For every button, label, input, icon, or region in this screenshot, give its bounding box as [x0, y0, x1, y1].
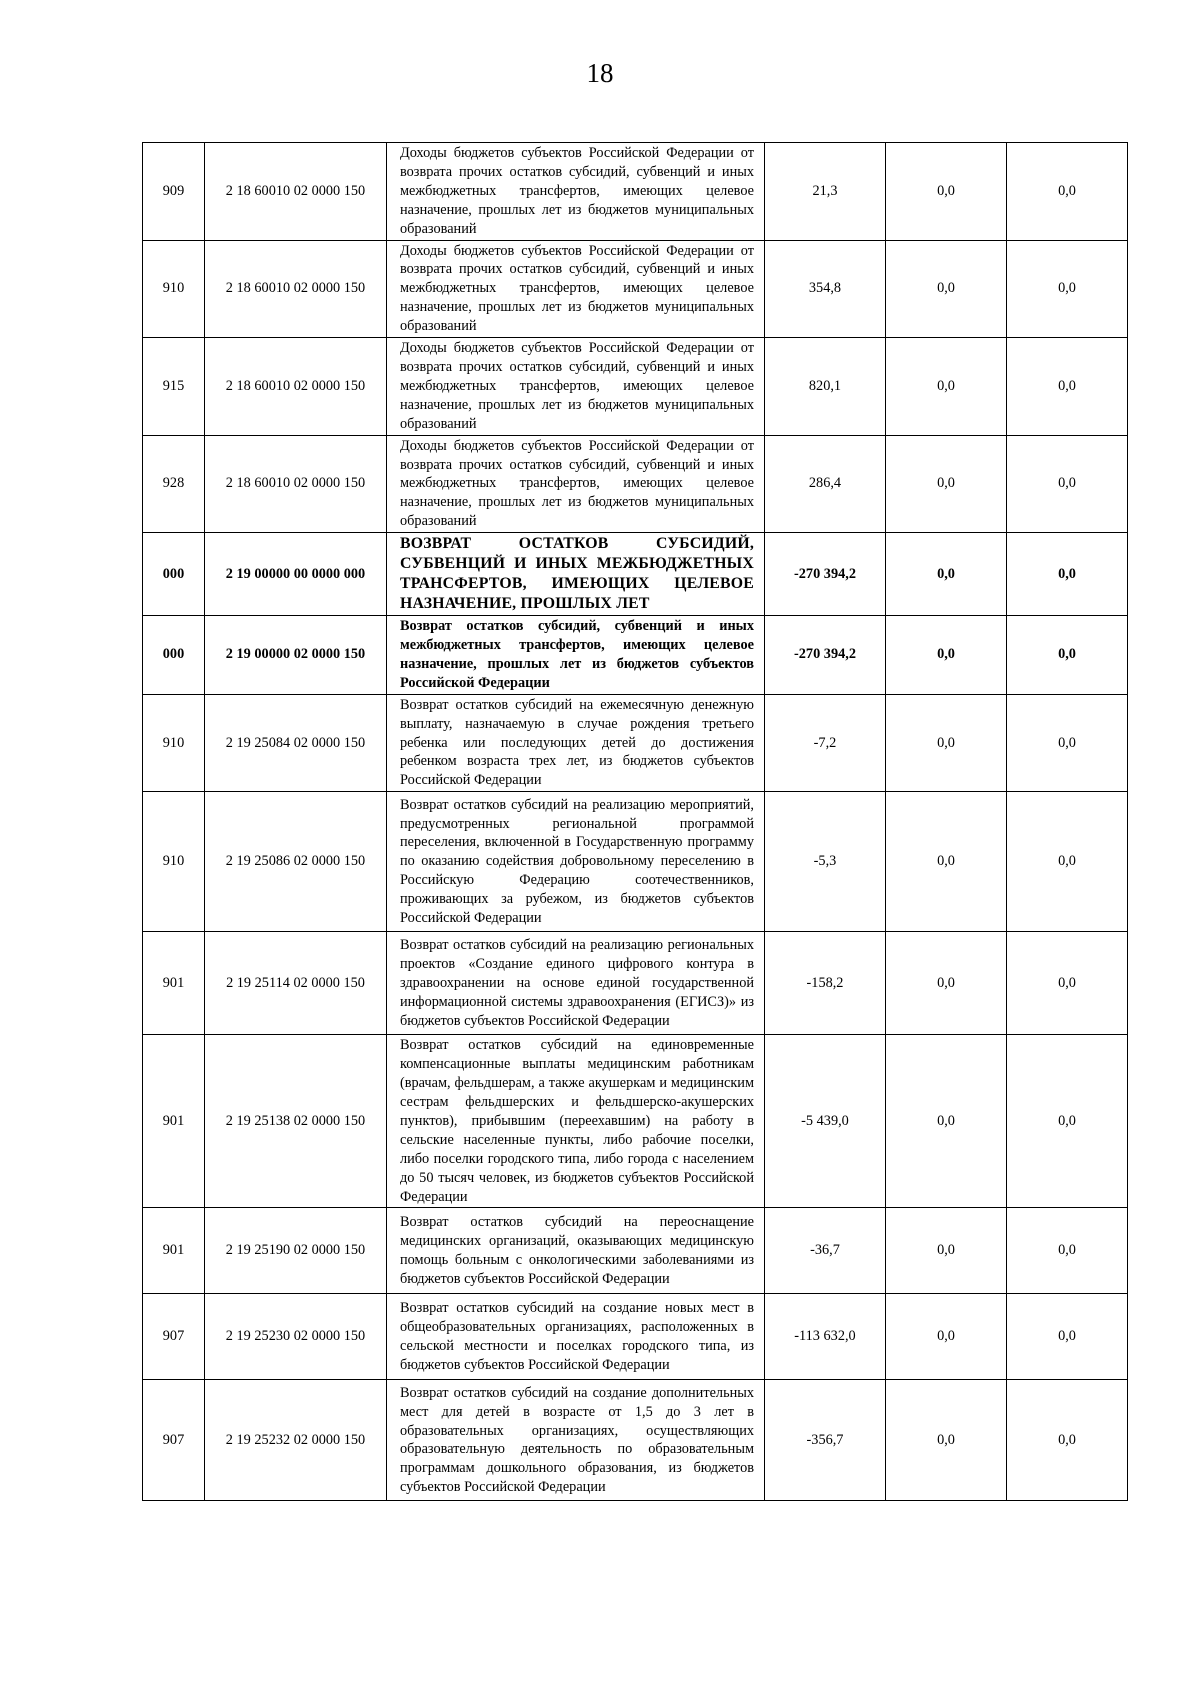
table-row [143, 240, 1128, 338]
amount-cell-3: 0,0 [1007, 1294, 1128, 1380]
amount-cell: -113 632,0 [765, 1294, 886, 1380]
amount-cell-2: 0,0 [886, 792, 1007, 932]
amount-cell: -270 394,2 [765, 533, 886, 616]
amount-cell: 286,4 [765, 435, 886, 533]
amount-cell: -5,3 [765, 792, 886, 932]
description-cell: Возврат остатков субсидий на создание дополнительных мест для детей в возрасте от 1,5 до 3 лет в образовательных организациях, осуществляющих образовательную деятельность по образовательным программам дошкольного образования, из бюджетов субъектов Российской Федерации [387, 1380, 765, 1501]
admin-code-cell: 909 [143, 143, 205, 241]
table-row [143, 694, 1128, 792]
budget-table [142, 142, 1128, 1501]
amount-cell: -7,2 [765, 694, 886, 792]
amount-cell-3: 0,0 [1007, 1208, 1128, 1294]
budget-code-cell: 2 19 25232 02 0000 150 [205, 1380, 387, 1501]
admin-code-cell: 910 [143, 240, 205, 338]
admin-code-cell: 928 [143, 435, 205, 533]
description-cell: Возврат остатков субсидий на единовременные компенсационные выплаты медицинским работникам (врачам, фельдшерам, а также акушеркам и медицинским сестрам фельдшерских и фельдшерско-акушерских пунктов), прибывшим (переехавшим) на работу в сельские населенные пункты, либо рабочие поселки, либо поселки городского типа, либо города с населением до 50 тысяч человек, из бюджетов субъектов Российской Федерации [387, 1035, 765, 1208]
budget-code-cell: 2 18 60010 02 0000 150 [205, 435, 387, 533]
amount-cell-3: 0,0 [1007, 143, 1128, 241]
table-row [143, 932, 1128, 1035]
amount-cell: -158,2 [765, 932, 886, 1035]
amount-cell: -270 394,2 [765, 616, 886, 695]
budget-code-cell: 2 19 25086 02 0000 150 [205, 792, 387, 932]
description-cell: Возврат остатков субсидий на ежемесячную денежную выплату, назначаемую в случае рождения третьего ребенка или последующих детей до достижения ребенком возраста трех лет, из бюджетов субъектов Российской Федерации [387, 694, 765, 792]
amount-cell: 354,8 [765, 240, 886, 338]
amount-cell: 820,1 [765, 338, 886, 436]
description-cell: Возврат остатков субсидий на реализацию мероприятий, предусмотренных региональной программой переселения, включенной в Государственную программу по оказанию содействия добровольному переселению в Российскую Федерацию соотечественников, проживающих за рубежом, из бюджетов субъектов Российской Федерации [387, 792, 765, 932]
admin-code-cell: 901 [143, 1035, 205, 1208]
budget-code-cell: 2 19 25114 02 0000 150 [205, 932, 387, 1035]
amount-cell-3: 0,0 [1007, 338, 1128, 436]
amount-cell-3: 0,0 [1007, 1035, 1128, 1208]
description-cell: Возврат остатков субсидий на реализацию региональных проектов «Создание единого цифрового контура в здравоохранении на основе единой государственной информационной системы здравоохранения (ЕГИСЗ)» из бюджетов субъектов Российской Федерации [387, 932, 765, 1035]
description-cell: Доходы бюджетов субъектов Российской Федерации от возврата прочих остатков субсидий, субвенций и иных межбюджетных трансфертов, имеющих целевое назначение, прошлых лет из бюджетов муниципальных образований [387, 435, 765, 533]
description-cell: Доходы бюджетов субъектов Российской Федерации от возврата прочих остатков субсидий, субвенций и иных межбюджетных трансфертов, имеющих целевое назначение, прошлых лет из бюджетов муниципальных образований [387, 143, 765, 241]
description-cell: Возврат остатков субсидий, субвенций и иных межбюджетных трансфертов, имеющих целевое назначение, прошлых лет из бюджетов субъектов Российской Федерации [387, 616, 765, 695]
admin-code-cell: 907 [143, 1380, 205, 1501]
description-cell: Возврат остатков субсидий на создание новых мест в общеобразовательных организациях, расположенных в сельской местности и поселках городского типа, из бюджетов субъектов Российской Федерации [387, 1294, 765, 1380]
budget-code-cell: 2 18 60010 02 0000 150 [205, 143, 387, 241]
budget-code-cell: 2 18 60010 02 0000 150 [205, 338, 387, 436]
admin-code-cell: 901 [143, 1208, 205, 1294]
admin-code-cell: 915 [143, 338, 205, 436]
amount-cell: 21,3 [765, 143, 886, 241]
admin-code-cell: 901 [143, 932, 205, 1035]
description-cell: Возврат остатков субсидий на переоснащение медицинских организаций, оказывающих медицинскую помощь больным с онкологическими заболеваниями из бюджетов субъектов Российской Федерации [387, 1208, 765, 1294]
amount-cell-2: 0,0 [886, 1380, 1007, 1501]
budget-code-cell: 2 19 00000 00 0000 000 [205, 533, 387, 616]
amount-cell-2: 0,0 [886, 932, 1007, 1035]
amount-cell-3: 0,0 [1007, 240, 1128, 338]
table-row [143, 435, 1128, 533]
admin-code-cell: 910 [143, 792, 205, 932]
table-row [143, 792, 1128, 932]
table-row [143, 1208, 1128, 1294]
budget-code-cell: 2 19 25190 02 0000 150 [205, 1208, 387, 1294]
budget-code-cell: 2 19 25138 02 0000 150 [205, 1035, 387, 1208]
budget-code-cell: 2 19 00000 02 0000 150 [205, 616, 387, 695]
table-row [143, 616, 1128, 695]
description-cell: Доходы бюджетов субъектов Российской Федерации от возврата прочих остатков субсидий, субвенций и иных межбюджетных трансфертов, имеющих целевое назначение, прошлых лет из бюджетов муниципальных образований [387, 338, 765, 436]
amount-cell-3: 0,0 [1007, 533, 1128, 616]
amount-cell-2: 0,0 [886, 533, 1007, 616]
amount-cell-2: 0,0 [886, 240, 1007, 338]
admin-code-cell: 000 [143, 533, 205, 616]
amount-cell-2: 0,0 [886, 338, 1007, 436]
amount-cell: -356,7 [765, 1380, 886, 1501]
amount-cell-2: 0,0 [886, 143, 1007, 241]
admin-code-cell: 000 [143, 616, 205, 695]
amount-cell: -36,7 [765, 1208, 886, 1294]
amount-cell-2: 0,0 [886, 435, 1007, 533]
amount-cell-2: 0,0 [886, 1208, 1007, 1294]
table-row [143, 1380, 1128, 1501]
budget-code-cell: 2 19 25084 02 0000 150 [205, 694, 387, 792]
budget-code-cell: 2 18 60010 02 0000 150 [205, 240, 387, 338]
page-number: 18 [586, 58, 614, 88]
amount-cell: -5 439,0 [765, 1035, 886, 1208]
table-row [143, 338, 1128, 436]
amount-cell-3: 0,0 [1007, 932, 1128, 1035]
admin-code-cell: 910 [143, 694, 205, 792]
budget-code-cell: 2 19 25230 02 0000 150 [205, 1294, 387, 1380]
amount-cell-2: 0,0 [886, 1035, 1007, 1208]
amount-cell-3: 0,0 [1007, 792, 1128, 932]
amount-cell-3: 0,0 [1007, 694, 1128, 792]
table-row [143, 533, 1128, 616]
amount-cell-3: 0,0 [1007, 616, 1128, 695]
admin-code-cell: 907 [143, 1294, 205, 1380]
description-cell: Доходы бюджетов субъектов Российской Федерации от возврата прочих остатков субсидий, субвенций и иных межбюджетных трансфертов, имеющих целевое назначение, прошлых лет из бюджетов муниципальных образований [387, 240, 765, 338]
table-row [143, 1294, 1128, 1380]
amount-cell-3: 0,0 [1007, 435, 1128, 533]
amount-cell-2: 0,0 [886, 616, 1007, 695]
table-row [143, 1035, 1128, 1208]
table-body [143, 143, 1128, 1501]
table-row [143, 143, 1128, 241]
description-cell: ВОЗВРАТ ОСТАТКОВ СУБСИДИЙ, СУБВЕНЦИЙ И ИНЫХ МЕЖБЮДЖЕТНЫХ ТРАНСФЕРТОВ, ИМЕЮЩИХ ЦЕЛЕВОЕ НАЗНАЧЕНИЕ, ПРОШЛЫХ ЛЕТ [387, 533, 765, 616]
amount-cell-2: 0,0 [886, 694, 1007, 792]
amount-cell-2: 0,0 [886, 1294, 1007, 1380]
amount-cell-3: 0,0 [1007, 1380, 1128, 1501]
